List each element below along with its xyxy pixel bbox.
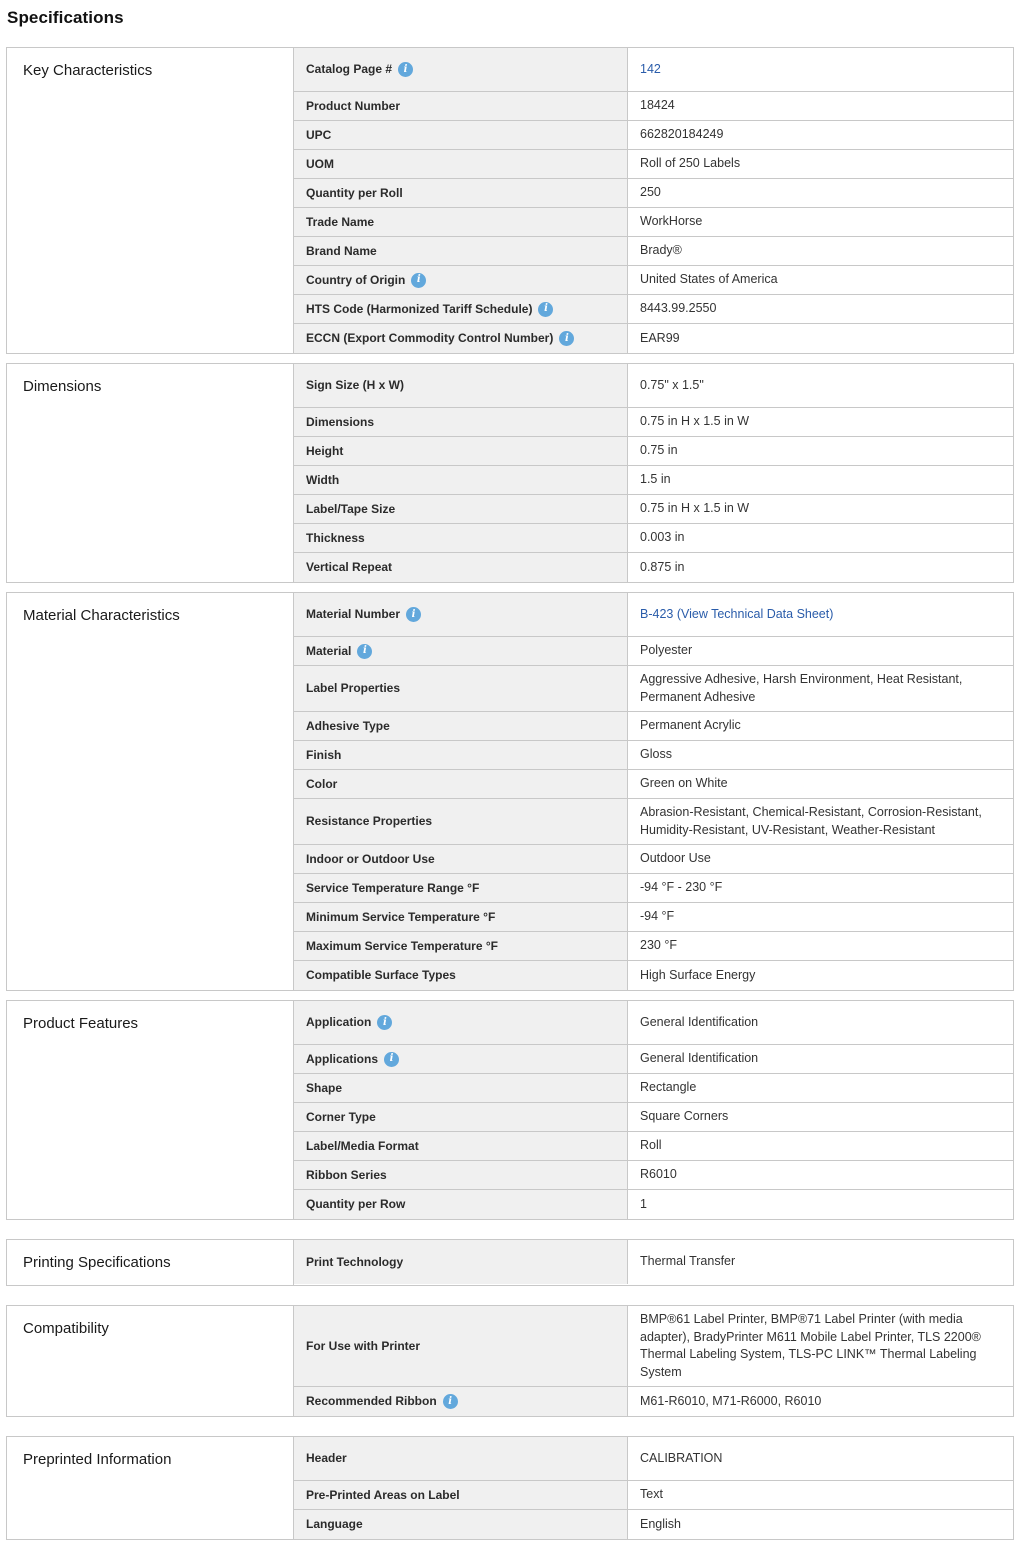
spec-value-cell bbox=[628, 1001, 1013, 1044]
info-icon[interactable]: i bbox=[406, 607, 421, 622]
spec-row bbox=[294, 437, 1013, 466]
spec-label: Label/Media Format bbox=[306, 1138, 419, 1153]
spec-label-cell bbox=[294, 1306, 628, 1386]
spec-row bbox=[294, 408, 1013, 437]
spec-label: Product Number bbox=[306, 98, 401, 113]
spec-value-cell bbox=[628, 770, 1013, 798]
spec-label-cell bbox=[294, 1103, 628, 1131]
spec-label-cell bbox=[294, 324, 628, 353]
section-rows bbox=[294, 1306, 1013, 1416]
spec-row bbox=[294, 845, 1013, 874]
spec-row bbox=[294, 1161, 1013, 1190]
spec-value-cell bbox=[628, 408, 1013, 436]
spec-value-link[interactable]: B-423 (View Technical Data Sheet) bbox=[640, 606, 834, 621]
spec-row bbox=[294, 1437, 1013, 1481]
spec-label: Language bbox=[306, 1517, 363, 1532]
spec-value-cell bbox=[628, 524, 1013, 552]
spec-label: HTS Code (Harmonized Tariff Schedule) bbox=[306, 301, 533, 316]
spec-row bbox=[294, 799, 1013, 845]
spec-label-cell bbox=[294, 1132, 628, 1160]
spec-section bbox=[6, 1000, 1014, 1220]
spec-value: CALIBRATION bbox=[640, 1450, 723, 1465]
spec-value: 0.75 in bbox=[640, 443, 678, 458]
section-rows bbox=[294, 1437, 1013, 1539]
spec-value-cell bbox=[628, 295, 1013, 323]
spec-label: Material bbox=[306, 643, 352, 658]
info-icon[interactable]: i bbox=[559, 331, 574, 346]
spec-label-cell bbox=[294, 1437, 628, 1480]
spec-value: R6010 bbox=[640, 1167, 677, 1182]
spec-value-cell bbox=[628, 553, 1013, 582]
section-rows bbox=[294, 48, 1013, 353]
info-icon[interactable]: i bbox=[377, 1015, 392, 1030]
spec-value: Brady® bbox=[640, 243, 682, 258]
spec-value: Outdoor Use bbox=[640, 851, 711, 866]
spec-row bbox=[294, 932, 1013, 961]
spec-row bbox=[294, 961, 1013, 990]
spec-label: Sign Size (H x W) bbox=[306, 378, 405, 393]
section-title: Printing Specifications bbox=[7, 1240, 294, 1285]
spec-label: Label/Tape Size bbox=[306, 501, 396, 516]
spec-label-cell bbox=[294, 666, 628, 711]
spec-value: 18424 bbox=[640, 98, 675, 113]
spec-row bbox=[294, 1510, 1013, 1539]
spec-label: Ribbon Series bbox=[306, 1167, 387, 1182]
spec-value-cell bbox=[628, 364, 1013, 407]
spec-label: Label Properties bbox=[306, 681, 401, 696]
spec-label: Adhesive Type bbox=[306, 718, 390, 733]
spec-section bbox=[6, 1436, 1014, 1540]
spec-label: Brand Name bbox=[306, 243, 377, 258]
spec-row bbox=[294, 324, 1013, 353]
spec-value-cell bbox=[628, 437, 1013, 465]
spec-label: Application bbox=[306, 1015, 372, 1030]
spec-value-cell bbox=[628, 903, 1013, 931]
spec-label-cell bbox=[294, 295, 628, 323]
spec-label: Quantity per Row bbox=[306, 1197, 406, 1212]
spec-row bbox=[294, 524, 1013, 553]
spec-section bbox=[6, 363, 1014, 583]
section-title: Compatibility bbox=[7, 1306, 294, 1416]
spec-label-cell bbox=[294, 741, 628, 769]
spec-value: 0.75" x 1.5" bbox=[640, 377, 704, 392]
spec-value: Gloss bbox=[640, 747, 672, 762]
spec-label-cell bbox=[294, 466, 628, 494]
spec-label-cell bbox=[294, 637, 628, 665]
spec-value-cell bbox=[628, 637, 1013, 665]
spec-value: 0.75 in H x 1.5 in W bbox=[640, 414, 750, 429]
spec-label: Color bbox=[306, 776, 338, 791]
spec-value-cell bbox=[628, 741, 1013, 769]
spec-row bbox=[294, 903, 1013, 932]
spec-row bbox=[294, 1306, 1013, 1387]
spec-row bbox=[294, 1103, 1013, 1132]
spec-label-cell bbox=[294, 903, 628, 931]
spec-section bbox=[6, 47, 1014, 354]
spec-value-cell bbox=[628, 1510, 1013, 1539]
spec-label: Country of Origin bbox=[306, 272, 406, 287]
section-title: Key Characteristics bbox=[7, 48, 294, 353]
spec-value-cell bbox=[628, 48, 1013, 91]
spec-label-cell bbox=[294, 874, 628, 902]
spec-value-link[interactable]: 142 bbox=[640, 61, 661, 76]
spec-value-cell bbox=[628, 799, 1013, 844]
spec-row bbox=[294, 712, 1013, 741]
spec-label-cell bbox=[294, 593, 628, 636]
section-rows bbox=[294, 593, 1013, 990]
spec-label: Resistance Properties bbox=[306, 814, 433, 829]
spec-section bbox=[6, 1239, 1014, 1286]
spec-value-cell bbox=[628, 666, 1013, 711]
spec-row bbox=[294, 237, 1013, 266]
spec-label-cell bbox=[294, 799, 628, 844]
spec-row bbox=[294, 1132, 1013, 1161]
info-icon[interactable]: i bbox=[538, 302, 553, 317]
spec-label-cell bbox=[294, 524, 628, 552]
spec-label-cell bbox=[294, 932, 628, 960]
spec-row bbox=[294, 637, 1013, 666]
spec-label: UOM bbox=[306, 156, 334, 171]
spec-label-cell bbox=[294, 1045, 628, 1073]
section-title: Material Characteristics bbox=[7, 593, 294, 990]
spec-value: 1 bbox=[640, 1196, 647, 1211]
spec-label: Applications bbox=[306, 1051, 379, 1066]
spec-label: Recommended Ribbon bbox=[306, 1394, 437, 1409]
spec-label: Maximum Service Temperature °F bbox=[306, 938, 498, 953]
spec-value-cell bbox=[628, 1103, 1013, 1131]
spec-value-cell bbox=[628, 1306, 1013, 1386]
spec-value: Text bbox=[640, 1487, 663, 1502]
spec-value: 250 bbox=[640, 185, 661, 200]
spec-label-cell bbox=[294, 1481, 628, 1509]
spec-label-cell bbox=[294, 770, 628, 798]
spec-label: ECCN (Export Commodity Control Number) bbox=[306, 331, 554, 346]
spec-value-cell bbox=[628, 179, 1013, 207]
spec-value: 0.003 in bbox=[640, 530, 685, 545]
spec-row bbox=[294, 1481, 1013, 1510]
spec-label-cell bbox=[294, 1001, 628, 1044]
spec-value: General Identification bbox=[640, 1051, 759, 1066]
section-title: Product Features bbox=[7, 1001, 294, 1219]
section-rows bbox=[294, 1240, 1013, 1285]
spec-label: Shape bbox=[306, 1080, 343, 1095]
spec-label: Width bbox=[306, 472, 340, 487]
spec-value-cell bbox=[628, 1240, 1013, 1284]
spec-value: -94 °F bbox=[640, 909, 675, 924]
spec-value: Roll of 250 Labels bbox=[640, 156, 741, 171]
spec-value-cell bbox=[628, 1190, 1013, 1219]
spec-row bbox=[294, 92, 1013, 121]
section-title: Dimensions bbox=[7, 364, 294, 582]
info-icon[interactable]: i bbox=[411, 273, 426, 288]
spec-value: M61-R6010, M71-R6000, R6010 bbox=[640, 1393, 822, 1408]
spec-label-cell bbox=[294, 495, 628, 523]
spec-value-cell bbox=[628, 1481, 1013, 1509]
spec-value: EAR99 bbox=[640, 330, 680, 345]
spec-value-cell bbox=[628, 495, 1013, 523]
spec-row bbox=[294, 1190, 1013, 1219]
spec-value-cell bbox=[628, 874, 1013, 902]
spec-value: Roll bbox=[640, 1138, 662, 1153]
spec-label-cell bbox=[294, 712, 628, 740]
spec-label: Material Number bbox=[306, 607, 401, 622]
spec-label-cell bbox=[294, 1387, 628, 1416]
spec-row bbox=[294, 121, 1013, 150]
spec-row bbox=[294, 295, 1013, 324]
spec-label-cell bbox=[294, 150, 628, 178]
spec-label: Trade Name bbox=[306, 214, 375, 229]
spec-label: Print Technology bbox=[306, 1254, 404, 1269]
spec-label-cell bbox=[294, 208, 628, 236]
spec-value-cell bbox=[628, 1161, 1013, 1189]
spec-value-cell bbox=[628, 1132, 1013, 1160]
spec-label: Compatible Surface Types bbox=[306, 968, 456, 983]
spec-value: English bbox=[640, 1516, 681, 1531]
spec-row bbox=[294, 1387, 1013, 1416]
spec-label: Pre-Printed Areas on Label bbox=[306, 1487, 460, 1502]
spec-value: Aggressive Adhesive, Harsh Environment, Heat Resistant, Permanent Adhesive bbox=[640, 672, 963, 704]
spec-value-cell bbox=[628, 1045, 1013, 1073]
page-title: Specifications bbox=[7, 8, 124, 27]
spec-value: BMP®61 Label Printer, BMP®71 Label Printer (with media adapter), BradyPrinter M611 Mobile Label Printer, TLS 2200® Thermal Labeling System, TLS-PC LINK™ Thermal Labeling System bbox=[640, 1312, 981, 1379]
spec-label-cell bbox=[294, 1240, 628, 1284]
info-icon[interactable]: i bbox=[357, 644, 372, 659]
spec-value-cell bbox=[628, 1074, 1013, 1102]
spec-value-cell bbox=[628, 593, 1013, 636]
spec-row bbox=[294, 553, 1013, 582]
spec-label-cell bbox=[294, 92, 628, 120]
spec-row bbox=[294, 364, 1013, 408]
spec-label-cell bbox=[294, 179, 628, 207]
spec-value-cell bbox=[628, 932, 1013, 960]
spec-label: For Use with Printer bbox=[306, 1338, 421, 1353]
spec-label: Thickness bbox=[306, 530, 365, 545]
spec-value: High Surface Energy bbox=[640, 967, 756, 982]
spec-row bbox=[294, 150, 1013, 179]
spec-value: Permanent Acrylic bbox=[640, 718, 741, 733]
spec-value-cell bbox=[628, 712, 1013, 740]
spec-label-cell bbox=[294, 961, 628, 990]
spec-value-cell bbox=[628, 324, 1013, 353]
spec-label-cell bbox=[294, 1510, 628, 1539]
spec-row bbox=[294, 1074, 1013, 1103]
spec-label: UPC bbox=[306, 127, 332, 142]
spec-value: Thermal Transfer bbox=[640, 1254, 736, 1269]
section-rows bbox=[294, 1001, 1013, 1219]
spec-row bbox=[294, 666, 1013, 712]
spec-value: 1.5 in bbox=[640, 472, 671, 487]
spec-label-cell bbox=[294, 1190, 628, 1219]
spec-value: 0.875 in bbox=[640, 559, 685, 574]
spec-row bbox=[294, 874, 1013, 903]
spec-value: 662820184249 bbox=[640, 127, 724, 142]
spec-value-cell bbox=[628, 237, 1013, 265]
spec-row bbox=[294, 741, 1013, 770]
spec-value: Rectangle bbox=[640, 1080, 697, 1095]
spec-row bbox=[294, 1240, 1013, 1284]
spec-label: Dimensions bbox=[306, 414, 375, 429]
spec-row bbox=[294, 48, 1013, 92]
spec-value: 0.75 in H x 1.5 in W bbox=[640, 501, 750, 516]
section-title: Preprinted Information bbox=[7, 1437, 294, 1539]
spec-value: WorkHorse bbox=[640, 214, 703, 229]
spec-section bbox=[6, 592, 1014, 991]
spec-value: Green on White bbox=[640, 776, 728, 791]
spec-value-cell bbox=[628, 92, 1013, 120]
spec-value-cell bbox=[628, 208, 1013, 236]
spec-label: Height bbox=[306, 443, 344, 458]
spec-value: General Identification bbox=[640, 1014, 759, 1029]
spec-value: United States of America bbox=[640, 272, 778, 287]
spec-label-cell bbox=[294, 1074, 628, 1102]
spec-label: Indoor or Outdoor Use bbox=[306, 851, 435, 866]
spec-value-cell bbox=[628, 121, 1013, 149]
spec-value-cell bbox=[628, 845, 1013, 873]
spec-value: Polyester bbox=[640, 643, 693, 658]
spec-row bbox=[294, 266, 1013, 295]
spec-label-cell bbox=[294, 266, 628, 294]
spec-label-cell bbox=[294, 237, 628, 265]
spec-row bbox=[294, 208, 1013, 237]
info-icon[interactable]: i bbox=[384, 1052, 399, 1067]
spec-section bbox=[6, 1305, 1014, 1417]
spec-value: -94 °F - 230 °F bbox=[640, 880, 723, 895]
spec-row bbox=[294, 179, 1013, 208]
spec-label: Vertical Repeat bbox=[306, 560, 393, 575]
spec-value: 230 °F bbox=[640, 938, 677, 953]
spec-value: Square Corners bbox=[640, 1109, 729, 1124]
spec-row bbox=[294, 495, 1013, 524]
info-icon[interactable]: i bbox=[443, 1394, 458, 1409]
spec-label: Minimum Service Temperature °F bbox=[306, 909, 496, 924]
spec-label-cell bbox=[294, 553, 628, 582]
spec-label-cell bbox=[294, 48, 628, 91]
spec-value-cell bbox=[628, 1437, 1013, 1480]
spec-value-cell bbox=[628, 466, 1013, 494]
spec-row bbox=[294, 1045, 1013, 1074]
spec-row bbox=[294, 1001, 1013, 1045]
spec-value-cell bbox=[628, 1387, 1013, 1416]
spec-tables-container bbox=[6, 47, 1014, 1540]
spec-label-cell bbox=[294, 845, 628, 873]
info-icon[interactable]: i bbox=[398, 62, 413, 77]
spec-value: 8443.99.2550 bbox=[640, 301, 717, 316]
spec-row bbox=[294, 466, 1013, 495]
spec-row bbox=[294, 770, 1013, 799]
section-rows bbox=[294, 364, 1013, 582]
spec-value-cell bbox=[628, 150, 1013, 178]
spec-label-cell bbox=[294, 364, 628, 407]
spec-label-cell bbox=[294, 1161, 628, 1189]
spec-row bbox=[294, 593, 1013, 637]
spec-label-cell bbox=[294, 437, 628, 465]
spec-label: Header bbox=[306, 1451, 347, 1466]
spec-label: Corner Type bbox=[306, 1109, 376, 1124]
spec-value-cell bbox=[628, 961, 1013, 990]
spec-label: Quantity per Roll bbox=[306, 185, 403, 200]
spec-value-cell bbox=[628, 266, 1013, 294]
spec-label-cell bbox=[294, 408, 628, 436]
spec-label-cell bbox=[294, 121, 628, 149]
spec-label: Service Temperature Range °F bbox=[306, 880, 480, 895]
spec-label: Catalog Page # bbox=[306, 62, 393, 77]
spec-label: Finish bbox=[306, 747, 342, 762]
spec-value: Abrasion-Resistant, Chemical-Resistant, Corrosion-Resistant, Humidity-Resistant, UV-Resistant, Weather-Resistant bbox=[640, 805, 982, 837]
